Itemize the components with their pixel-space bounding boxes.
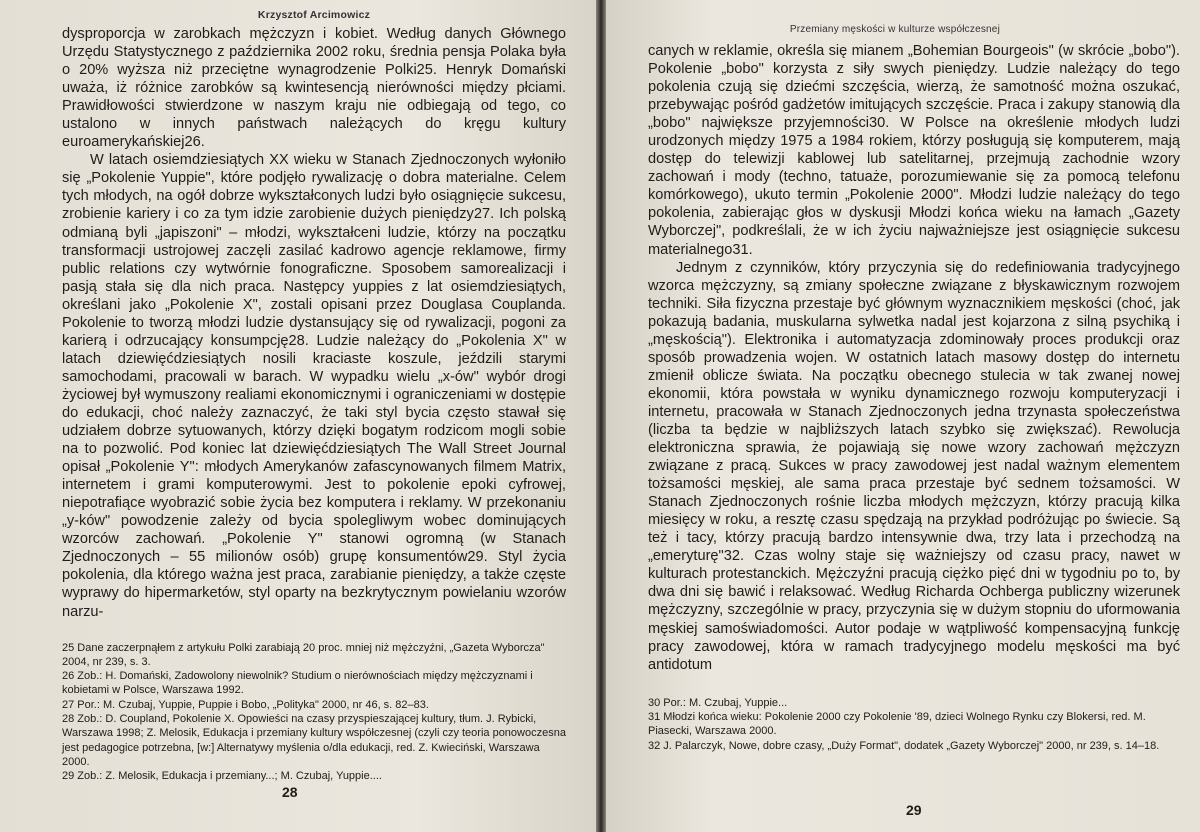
paragraph: canych w reklamie, określa się mianem „Bohemian Bourgeois" (w skrócie „bobo"). Pokolenie „bobo" korzysta z siły swych pieniędzy. Ludzie należący do tego pokolenia czują się dziećmi szczęścia, wierzą, że samotność można oszukać, przebywając pośród gadżetów imitujących szczęście. Praca i zakupy stanowią dla „bobo" największe przyjemności30. W Polsce na określenie młodych ludzi urodzonych między 1975 a 1984 rokiem, którzy posługują się komputerem, mają dostęp do telewizji kablowej lub satelitarnej, przejmują zachodnie wzory zachowań i mody (techno, tatuaże, porozumiewanie się za pomocą telefonu komórkowego), ukuto termin „Pokolenie 2000". Młodzi ludzie należący do tego pokolenia, zabierając głos w dyskusji Młodzi końca wieku na łamach „Gazety Wyborczej", podkreślali, że w ich życiu najważniejsze jest osiągnięcie sukcesu materialnego31. — [648, 43, 1180, 258]
footnote: 30 Por.: M. Czubaj, Yuppie... — [648, 696, 788, 709]
footnote: 26 Zob.: H. Domański, Zadowolony niewolnik? Studium o nierównościach między mężczyznami i kobietami w Polsce, Warszawa 1992. — [62, 670, 533, 697]
running-head-author: Krzysztof Arcimowicz — [257, 9, 371, 21]
footnote: 31 Młodzi końca wieku: Pokolenie 2000 czy Pokolenie '89, dzieci Wolnego Rynku czy Blokersi, red. M. Piasecki, Warszawa 2000. — [648, 710, 1146, 738]
left-footnotes — [62, 641, 566, 784]
page-number: 29 — [906, 802, 922, 818]
book-gutter — [596, 0, 606, 832]
right-page — [606, 0, 1200, 832]
paragraph: Jednym z czynników, który przyczynia się do redefiniowania tradycyjnego wzorca mężczyzny, są zmiany społeczne związane z błyskawicznym rozwojem techniki. Siła fizyczna przestaje być głównym wyznacznikiem męskości (choć, jak pokazują badania, muskularna sylwetka nadal jest kojarzona z silną psychiką i „męskością"). Elektronika i automatyzacja zdominowały proces produkcji oraz sposób prowadzenia wojen. W ostatnich latach masowy dostęp do internetu zmienił oblicze świata. Na początku obecnego stulecia w tak zwanej nowej ekonomii, która powstała w wyniku dynamicznego rozwoju komputeryzacji i internetu, pracowała w Stanach Zjednoczonych jedna trzynasta społeczeństwa (liczba ta będzie w najbliższych latach szybko się zwiększać). Rewolucja elektroniczna sprawia, że pojawiają się nowe wzory zachowań mężczyzn związane z pracą. Sukces w pracy zawodowej jest nadal ważnym elementem tożsamości męskiej, ale sama praca przestaje być sednem tożsamości. W Stanach Zjednoczonych rośnie liczba młodych mężczyzn, którzy pracują kilka miesięcy w roku, a resztę czasu spędzają na przykład podróżując po świecie. Są też i tacy, którzy pracują bardzo intensywnie dwa, trzy lata i przechodzą na „emeryturę"32. Czas wolny staje się ważniejszy od czasu pracy, nawet w kulturach protestanckich. Mężczyźni pracują ciężko pięć dni w tygodniu po to, by dwa dni się bawić i relaksować. Według Richarda Ochberga publiczny wizerunek mężczyzny, szczególnie w pracy, przyczynia się w dużym stopniu do uformowania męskiej samoświadomości. Autor podaje w wątpliwość kompensacyjną funkcję pracy zawodowej, która w ramach tradycyjnego modelu męskości ma być antidotum — [648, 259, 1180, 673]
footnote: 25 Dane zaczerpnąłem z artykułu Polki zarabiają 20 proc. mniej niż mężczyźni, „Gazeta Wyborcza" 2004, nr 239, s. 3. — [62, 641, 545, 668]
right-body-text — [648, 42, 1180, 674]
running-head-title: Przemiany męskości w kulturze współczesnej — [789, 24, 1000, 35]
page-number: 28 — [282, 784, 298, 800]
footnote: 29 Zob.: Z. Melosik, Edukacja i przemiany...; M. Czubaj, Yuppie.... — [62, 770, 382, 783]
left-page — [0, 0, 596, 832]
left-body-text — [62, 25, 566, 621]
footnote: 32 J. Palarczyk, Nowe, dobre czasy, „Duży Format", dodatek „Gazety Wyborczej" 2000, nr 239, s. 14–18. — [648, 739, 1160, 752]
right-footnotes — [648, 696, 1180, 753]
footnote: 27 Por.: M. Czubaj, Yuppie, Puppie i Bobo, „Polityka" 2000, nr 46, s. 82–83. — [62, 698, 429, 711]
paragraph: dysproporcja w zarobkach mężczyzn i kobiet. Według danych Głównego Urzędu Statystycznego z października 2002 roku, średnia pensja Polaka była o 20% wyższa niż przeciętne wynagrodzenie Polki25. Henryk Domański uważa, iż różnice zarobków są kwintesencją nierówności między płciami. Prawidłowości stwierdzone w naszym kraju nie odbiegają od tego, co ustalono w innych państwach należących do kręgu kultury euroamerykańskiej26. — [62, 26, 566, 151]
footnote: 28 Zob.: D. Coupland, Pokolenie X. Opowieści na czasy przyspieszającej kultury, tłum. J. Rybicki, Warszawa 1998; Z. Melosik, Edukacja i przemiany kultury współczesnej (czyli czy teoria ponowoczesna jest pedagogice potrzebna, [w:] Alternatywy myślenia o/dla edukacji, red. Z. Kwieciński, Warszawa 2000. — [62, 713, 566, 768]
paragraph: W latach osiemdziesiątych XX wieku w Stanach Zjednoczonych wyłoniło się „Pokolenie Yuppie", które podjęło rywalizację o dobra materialne. Celem tych młodych, na ogół dobrze wykształconych ludzi było osiągnięcie sukcesu, zrobienie kariery i co za tym idzie zarobienie dużych pieniędzy27. Ich polską odmianą byli „japiszoni" – młodzi, wykształceni ludzie, którzy na początku transformacji ustrojowej zaczęli zasilać kadrowo agencje reklamowe, firmy public relations czy wytwórnie fonograficzne. Sposobem samorealizacji i pasją stała się dla nich praca. Następcy yuppies z lat osiemdziesiątych, określani jako „Pokolenie X", zostali opisani przez Douglasa Couplanda. Pokolenie to tworzą młodzi ludzie dystansujący się od rywalizacji, pogoni za karierą i odrzucający konsumpcję28. Ludzie należący do „Pokolenia X" w latach dziewięćdziesiątych nosili kraciaste koszule, jeździli starymi samochodami, pracowali w barach. W wypadku wielu „x-ów" wybór drogi życiowej był wymuszony realiami ekonomicznymi i ograniczeniami w dostępie do edukacji, choć należy zaznaczyć, że taki styl bycia często stawał się udziałem dobrze sytuowanych, którzy dzięki bogatym rodzicom mogli sobie na to pozwolić. Pod koniec lat dziewięćdziesiątych The Wall Street Journal opisał „Pokolenie Y": młodych Amerykanów zafascynowanych filmem Matrix, internetem i grami komputerowymi. Jest to pokolenie epoki cyfrowej, niepotrafiące wyobrazić sobie życia bez komputera i reklamy. W przekonaniu „y-ków" powodzenie zależy od bycia spolegliwym wobec dominujących wzorców zachowań. „Pokolenie Y" stanowi ogromną (w Stanach Zjednoczonych – 55 milionów osób) grupę konsumentów29. Styl życia pokolenia, dla którego ważna jest praca, zarabianie pieniędzy, a także częste wyprawy do hipermarketów, styl oparty na bezkrytycznym powielaniu wzorów narzu- — [62, 152, 566, 620]
